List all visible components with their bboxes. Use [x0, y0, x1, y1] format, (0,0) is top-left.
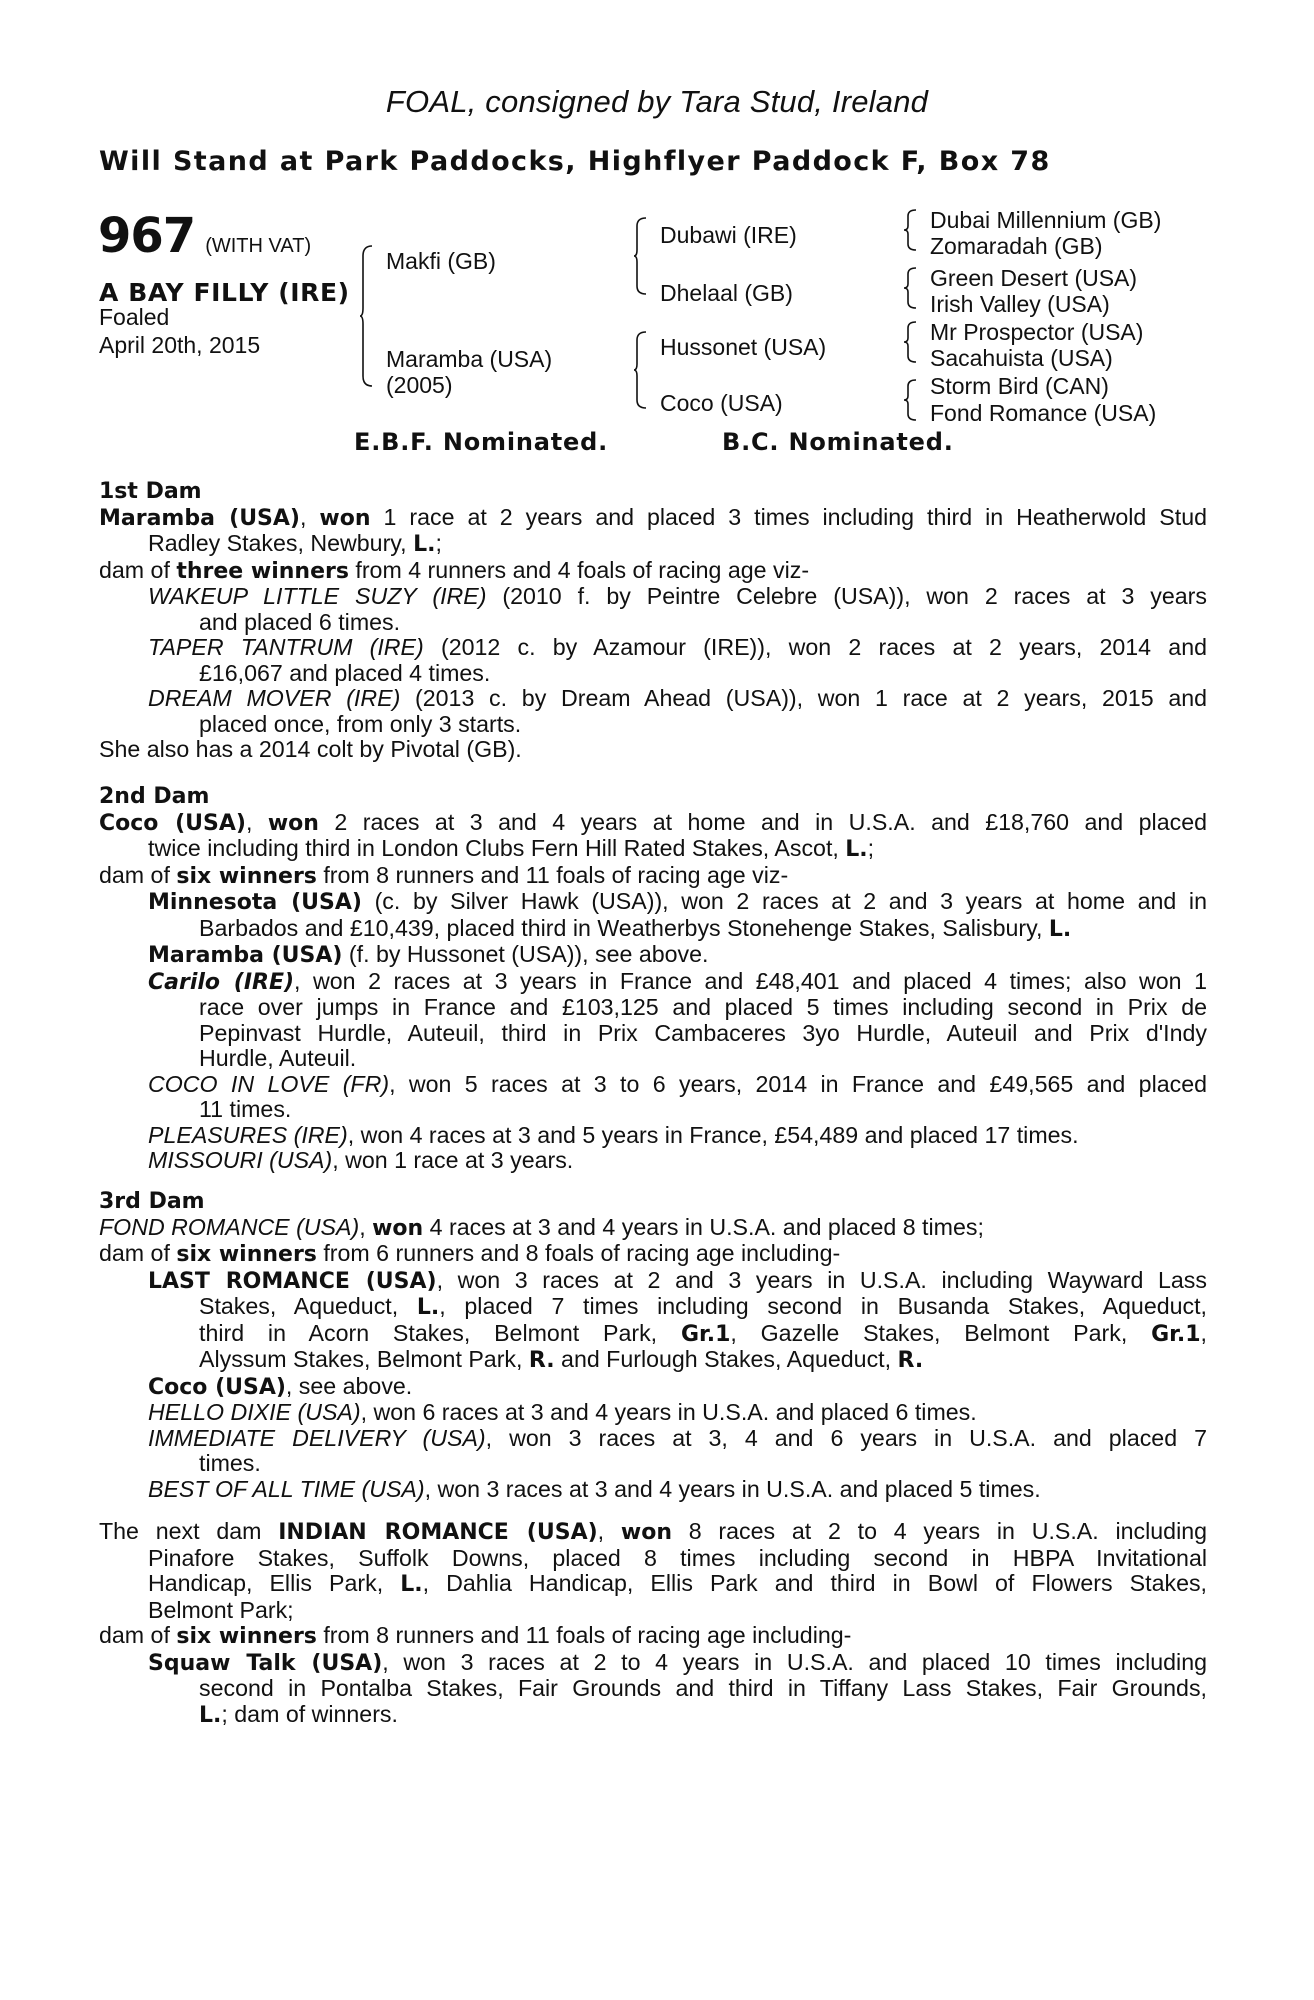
third-dam-title: 3rd Dam	[99, 1189, 205, 1214]
brace-dam-line	[634, 330, 648, 410]
progeny-entry: WAKEUP LITTLE SUZY (IRE) (2010 f. by Peintre Celebre (USA)), won 2 races at 3 years	[148, 583, 1207, 609]
horse-name: A BAY FILLY (IRE)	[99, 278, 350, 307]
foaled-label: Foaled	[99, 304, 170, 330]
progeny-entry: IMMEDIATE DELIVERY (USA), won 3 races at 3, 4 and 6 years in U.S.A. and placed 7	[148, 1424, 1207, 1451]
lot-number: 967	[98, 208, 196, 264]
pedigree-dam-year: (2005)	[386, 372, 453, 398]
brace-g2	[904, 266, 918, 310]
pedigree-g1: Dubai Millennium (GB)	[930, 207, 1162, 233]
progeny-entry: Carilo (IRE), won 2 races at 3 years in France and £48,401 and placed 4 times; also won 1	[148, 967, 1207, 995]
progeny-entry: Maramba (USA) (f. by Hussonet (USA)), see above.	[148, 941, 709, 968]
pedigree-g4: Irish Valley (USA)	[930, 291, 1110, 317]
progeny-entry: Minnesota (USA) (c. by Silver Hawk (USA)), won 2 races at 2 and 3 years at home and in	[148, 888, 1207, 915]
progeny-entry: LAST ROMANCE (USA), won 3 races at 2 and 3 years in U.S.A. including Wayward Lass	[148, 1266, 1207, 1294]
pedigree-g7: Storm Bird (CAN)	[930, 373, 1109, 399]
pedigree-dam-sire: Hussonet (USA)	[660, 334, 827, 360]
vat-label: (WITH VAT)	[205, 235, 312, 257]
lot-header	[98, 208, 311, 264]
pedigree-sire-sire: Dubawi (IRE)	[660, 222, 797, 248]
stabling-line: Will Stand at Park Paddocks, Highflyer Paddock F, Box 78	[99, 146, 1051, 177]
bc-nominated: B.C. Nominated.	[722, 428, 954, 456]
brace-g1	[904, 208, 918, 252]
also-has-line: She also has a 2014 colt by Pivotal (GB).	[99, 736, 522, 762]
brace-sire-dam	[360, 244, 374, 388]
ebf-nominated: E.B.F. Nominated.	[354, 428, 608, 456]
pedigree-g5: Mr Prospector (USA)	[930, 319, 1144, 345]
next-dam-section: The next dam INDIAN ROMANCE (USA), won 8 races at 2 to 4 years in U.S.A. including Pinafore Stakes, Suffolk Downs, placed 8 times including second in HBPA Invitational Handicap, Ellis Park, L., Dahlia Handicap, Ellis Park and third in Bowl of Flowers Stakes, Belmont Park; dam of six winners from 8 runners and 11 foals of racing age including- Squaw Talk (USA), won 3 races at 2 to 4 years in U.S.A. and placed 10 times including second in Pontalba Stakes, Fair Grounds and third in Tiffany Lass Stakes, Fair Grounds, L.; dam of winners.	[99, 1518, 1208, 1728]
pedigree-sire-dam: Dhelaal (GB)	[660, 280, 793, 306]
pedigree-g6: Sacahuista (USA)	[930, 345, 1113, 371]
foaled-date: April 20th, 2015	[99, 332, 261, 358]
pedigree-sire: Makfi (GB)	[386, 248, 496, 274]
third-dam-section: 3rd Dam FOND ROMANCE (USA), won 4 races at 3 and 4 years in U.S.A. and placed 8 times; dam of six winners from 6 runners and 8 foals of racing age including- LAST ROMANCE (USA), won 3 races at 2 and 3 years in U.S.A. including Wayward Lass Stakes, Aqueduct, L., placed 7 times including second in Busanda Stakes, Aqueduct, third in Acorn Stakes, Belmont Park, Gr.1, Gazelle Stakes, Belmont Park, Gr.1, Alyssum Stakes, Belmont Park, R. and Furlough Stakes, Aqueduct, R. Coco (USA), see above. HELLO DIXIE (USA), won 6 races at 3 and 4 years in U.S.A. and placed 6 times. IMMEDIATE DELIVERY (USA), won 3 races at 3, 4 and 6 years in U.S.A. and placed 7 times. BEST OF ALL TIME (USA), won 3 races at 3 and 4 years in U.S.A. and placed 5 times.	[99, 1189, 1207, 1502]
progeny-entry: COCO IN LOVE (FR), won 5 races at 3 to 6 years, 2014 in France and £49,565 and placed	[148, 1070, 1208, 1097]
second-dam-title: 2nd Dam	[99, 784, 210, 809]
progeny-entry: DREAM MOVER (IRE) (2013 c. by Dream Ahead (USA)), won 1 race at 2 years, 2015 and	[148, 685, 1208, 711]
pedigree-g2: Zomaradah (GB)	[930, 233, 1103, 259]
consignor-line: FOAL, consigned by Tara Stud, Ireland	[385, 84, 929, 119]
brace-g3	[904, 320, 918, 364]
brace-g4	[904, 378, 918, 422]
brace-sire-line	[634, 216, 648, 296]
first-dam-section: 1st Dam Maramba (USA), won 1 race at 2 years and placed 3 times including third in Heatherwold Stud Radley Stakes, Newbury, L.; dam of three winners from 4 runners and 4 foals of racing age viz- WAKEUP LITTLE SUZY (IRE) (2010 f. by Peintre Celebre (USA)), won 2 races at 3 years and placed 6 times. TAPER TANTRUM (IRE) (2012 c. by Azamour (IRE)), won 2 races at 2 years, 2014 and £16,067 and placed 4 times. DREAM MOVER (IRE) (2013 c. by Dream Ahead (USA)), won 1 race at 2 years, 2015 and placed once, from only 3 starts. She also has a 2014 colt by Pivotal (GB).	[99, 479, 1208, 762]
progeny-entry: TAPER TANTRUM (IRE) (2012 c. by Azamour (IRE)), won 2 races at 2 years, 2014 and	[148, 634, 1207, 660]
progeny-entry: PLEASURES (IRE), won 4 races at 3 and 5 years in France, £54,489 and placed 17 times.	[148, 1121, 1079, 1148]
dam-name: Maramba (USA)	[99, 505, 300, 531]
progeny-entry: HELLO DIXIE (USA), won 6 races at 3 and 4 years in U.S.A. and placed 6 times.	[148, 1399, 977, 1425]
second-dam-section: 2nd Dam Coco (USA), won 2 races at 3 and 4 years at home and in U.S.A. and £18,760 and placed twice including third in London Clubs Fern Hill Rated Stakes, Ascot, L.; dam of six winners from 8 runners and 11 foals of racing age viz- Minnesota (USA) (c. by Silver Hawk (USA)), won 2 races at 2 and 3 years at home and in Barbados and £10,439, placed third in Weatherbys Stonehenge Stakes, Salisbury, L. Maramba (USA) (f. by Hussonet (USA)), see above. Carilo (IRE), won 2 races at 3 years in France and £48,401 and placed 4 times; also won 1 race over jumps in France and £103,125 and placed 5 times including second in Prix de Pepinvast Hurdle, Auteuil, third in Prix Cambaceres 3yo Hurdle, Auteuil and Prix d'Indy Hurdle, Auteuil. COCO IN LOVE (FR), won 5 races at 3 to 6 years, 2014 in France and £49,565 and placed 11 times. PLEASURES (IRE), won 4 races at 3 and 5 years in France, £54,489 and placed 17 times. MISSOURI (USA), won 1 race at 3 years.	[99, 784, 1208, 1173]
progeny-entry: Squaw Talk (USA), won 3 races at 2 to 4 years in U.S.A. and placed 10 times including	[148, 1648, 1207, 1676]
pedigree-dam: Maramba (USA)	[386, 346, 553, 372]
progeny-entry: BEST OF ALL TIME (USA), won 3 races at 3 and 4 years in U.S.A. and placed 5 times.	[148, 1475, 1041, 1502]
pedigree-g8: Fond Romance (USA)	[930, 400, 1157, 426]
progeny-entry: Coco (USA), see above.	[148, 1372, 413, 1400]
pedigree-g3: Green Desert (USA)	[930, 265, 1138, 291]
progeny-entry: MISSOURI (USA), won 1 race at 3 years.	[148, 1147, 574, 1173]
first-dam-title: 1st Dam	[99, 479, 202, 504]
pedigree-dam-dam: Coco (USA)	[660, 390, 783, 416]
